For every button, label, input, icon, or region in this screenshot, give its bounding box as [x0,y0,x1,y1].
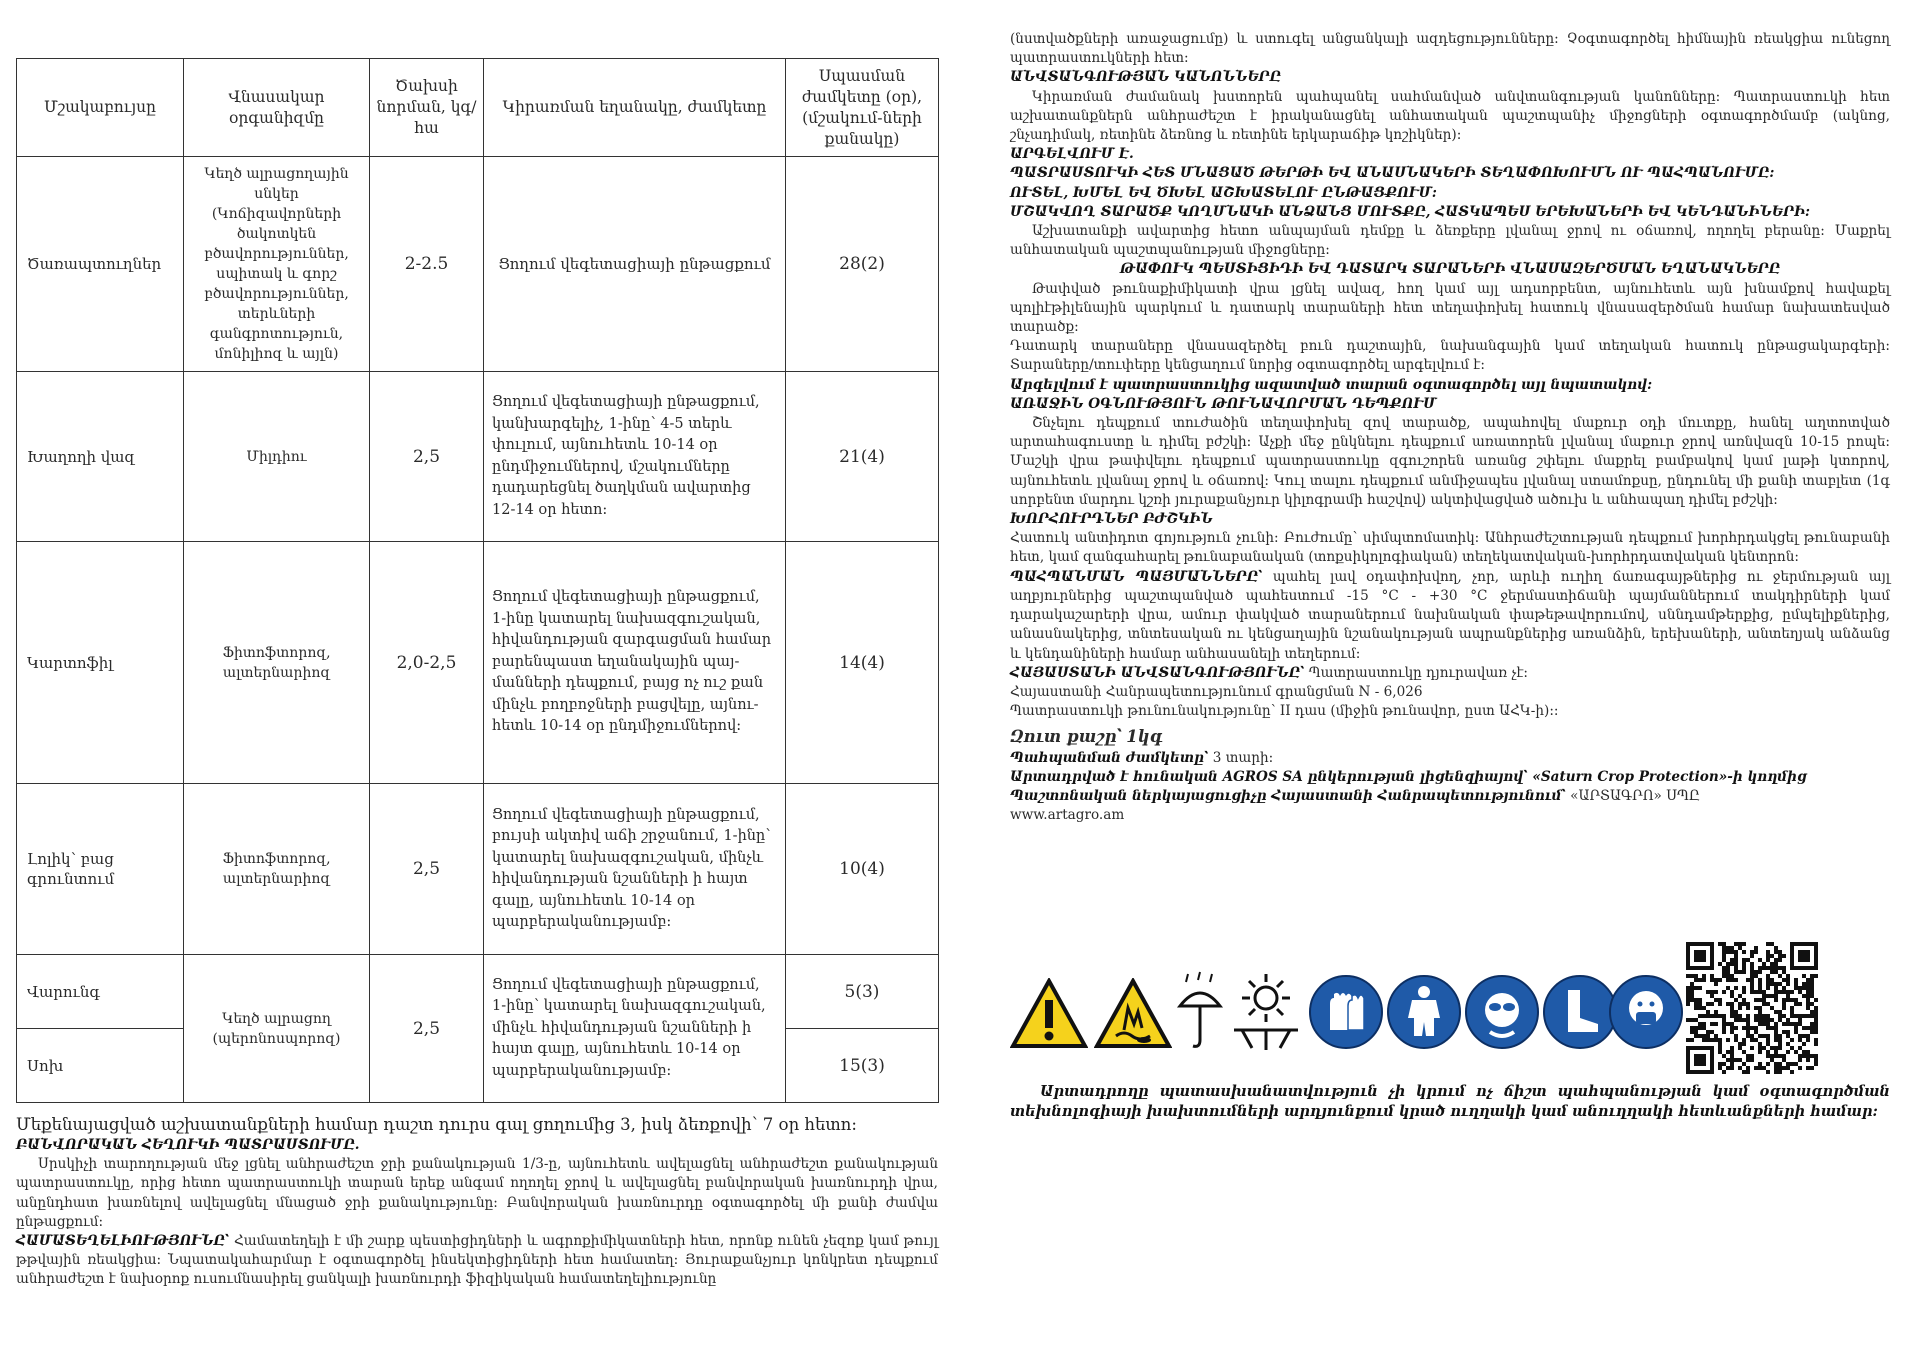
doctor-advice-text: Հատուկ անտիդոտ գոյություն չունի: Բուժումը՝ սիմպտոմատիկ: Անհրաժեշտության դեպքում խորհրդակցել թունաբանի հետ, կամ զանգահարել թունաբանական (տոքսիկոլոգիական) տեղեկատվական-խորհրդատվական կենտրոն: [1010,530,1890,566]
cell-wait: 21(4) [786,372,939,542]
cell-rate: 2,5 [370,372,484,542]
cell-wait: 28(2) [786,157,939,372]
cell-crop: Լոլիկ՝ բաց գրունտում [17,784,184,955]
cell-rate: 2,5 [370,784,484,955]
waste-heading: ԹԱՓՈՒԿ ՊԵՍՏԻՑԻԴԻ ԵՎ ԴԱՏԱՐԿ ՏԱՐԱՆԵՐԻ ՎՆԱՍԱԶԵՐԾՄԱՆ ԵՂԱՆԱԿՆԵՐԸ [1119,261,1781,278]
cell-wait: 14(4) [786,542,939,784]
representative-line [1010,787,1890,806]
website-link[interactable]: www.artagro.am [1010,807,1125,824]
cell-pest: Կեղծ ալրացող (պերոնոսպորոզ) [184,955,370,1103]
dosage-table [16,58,939,1103]
cell-pest: Ֆիտոֆտորոզ, ալտերնարիոզ [184,542,370,784]
table-header-row [17,59,939,157]
cell-wait: 10(4) [786,784,939,955]
compat-continued-text: (նստվածքների առաջացումը) և ստուգել անցանկալի ազդեցությունները: Չօգտագործել հիմնային ռեակցիա ունեցող պատրաստուկների հետ: [1010,31,1890,67]
warning-line-2: ՈՒՏԵԼ, ԽՄԵԼ ԵՎ ԾԽԵԼ ԱՇԽԱՏԵԼՈՒ ԸՆԹԱՑՔՈՒՄ: [1010,184,1437,201]
cell-usage: Ցողում վեգետացիայի ընթացքում, կանխարգելիչ, 1-ինը՝ 4-5 տերև փուլում, այնուհետև 10-14 օր ընդմիջումներով, մշակումները դադարեցնել ծաղկման ավարտից 12-14 օր հետո: [484,372,786,542]
cell-wait: 5(3) [786,955,939,1029]
header-rate: Ծախսի նորման, կգ/հա [370,59,484,157]
header-wait: Սպասման ժամկետը (օր), (մշակում-ների քանակը) [786,59,939,157]
storage-heading: ՊԱՀՊԱՆՄԱՆ ՊԱՅՄԱՆՆԵՐԸ՝ [1010,568,1263,585]
cell-usage: Ցողում վեգետացիայի ընթացքում, 1-ինը՝ կատարել նախազգուշական, մինչև հիվանդության նշանների ի հայտ գալը, այնուհետև 10-14 օր պարբերականությամբ: [484,955,786,1103]
representative-label: Պաշտոնական ներկայացուցիչը Հայաստանի Հանրապետությունում՝ [1010,787,1566,804]
cell-rate: 2-2.5 [370,157,484,372]
safety-heading: ԱՆՎՏԱՆԳՈՒԹՅԱՆ ԿԱՆՈՆՆԵՐԸ [1010,69,1281,86]
safety-text: Կիրառման ժամանակ խստորեն պահպանել սահմանված անվտանգության կանոնները: Պատրաստուկի հետ աշխատանքներն անհրաժեշտ է իրականացնել անհատական պաշտպանիչ միջոցների օգտագործմամբ (ակնոց, շնչադիմակ, ռետինե ձեռնոց և ռետինե երկարաճիթ կոշիկներ): [1010,88,1890,144]
header-usage: Կիրառման եղանակը, ժամկետը [484,59,786,157]
cell-usage: Ցողում վեգետացիայի ընթացքում, 1-ինը կատարել նախազգուշական, հիվանդության զարգացման համար բարենպաստ եղանակային պայ-մանների դեպքում, բայց ոչ ուշ քան մինչև բողբոջների բացվելը, այնու-հետև 10-14 օր ընդմիջումներով: [484,542,786,784]
aquatic-hazard-icon [1094,978,1172,1050]
env-text: Պատրաստուկը դյուրավառ չէ: [1308,664,1528,681]
cell-rate: 2,0-2,5 [370,542,484,784]
reentry-text: Մեքենայացված աշխատանքների համար դաշտ դուրս գալ ցողումից 3, իսկ ձեռքովի՝ 7 օր հետո: [16,1115,857,1134]
storage-text: պահել լավ օդափոխվող, չոր, արևի ուղիղ ճառագայթներից ու ջերմության այլ աղբյուրներից պաշտպանված պահեստում -15 °C - +30 °C ջերմաստիճանի պայմաններում տակդիրների կամ դարակաշարերի վրա, ամուր փակված տարաներում նախնական փաթեթավորումով, սննդամթերքից, ըմպելիքներից, անասնակերից, տնտեսական ու կենցաղային նշանակության ապրանքներից առանձին, երեխաների, անտեղյակ անձանց և կենդանիների համար անհասանելի տեղերում: [1010,568,1890,662]
table-row [17,784,939,955]
cell-usage: Ցողում վեգետացիայի ընթացքում [484,157,786,372]
table-row [17,542,939,784]
cell-pest: Միլդիու [184,372,370,542]
qr-code[interactable] [1686,942,1818,1074]
table-row [17,955,939,1029]
cell-usage: Ցողում վեգետացիայի ընթացքում, բույսի ակտիվ աճի շրջանում, 1-ինը՝ կատարել նախազգուշական, մինչև հիվանդության նշանների ի հայտ գալը, այնուհետև 10-14 օր պարբերականությամբ: [484,784,786,955]
cell-crop: Սոխ [17,1029,184,1103]
manufacturer-text: Արտադրված է հունական AGROS SA ընկերության լիցենզիայով՝ «Saturn Crop Protection»-ի կողմից [1010,768,1807,785]
header-pest: Վնասակար օրգանիզմը [184,59,370,157]
cell-crop: Վարունգ [17,955,184,1029]
net-weight-value: 1կգ [1126,727,1163,747]
cell-rate: 2,5 [370,955,484,1103]
waste-text-1: Թափված թունաքիմիկատի վրա լցնել ավազ, հող կամ այլ ադսորբենտ, այնուհետև այն խնամքով հավաքել պոլիէթիլենային պարկում և դատարկ տարաների հետ տեղափոխել հատուկ վնասազերծման համար նախատեսված տարածք: [1010,280,1890,336]
gloves-icon [1308,974,1384,1050]
cell-pest: Կեղծ ալրացողային սնկեր (Կոճիզավորների ծակոտկեն բծավորություններ, սպիտակ և գորշ բծավորություններ, տերևների գանգրոտություն, մոնիլիոզ և այլն) [184,157,370,372]
goggles-icon [1464,974,1540,1050]
boots-icon [1542,974,1618,1050]
cell-wait: 15(3) [786,1029,939,1103]
right-column [1010,30,1890,1160]
shelf-life-line [1010,749,1890,768]
after-work-text: Աշխատանքի ավարտից հետո անպայման դեմքը և ձեռքերը լվանալ ջրով ու օճառով, ողողել բերանը: Մաքրել անհատական պաշտպանության միջոցները: [1010,223,1890,259]
protective-suit-icon [1386,974,1462,1050]
compat-heading: ՀԱՄԱՏԵՂԵԼԻՈՒԹՅՈՒՆԸ՝ [16,1233,230,1250]
first-aid-text: Շնչելու դեպքում տուժածին տեղափոխել զով տարածք, ապահովել մաքուր օդի մուտքը, հանել աղտոտված արտահագուստը և դիմել բժշկի: Աչքի մեջ ընկնելու դեպքում առատորեն լվանալ մաքուր ջրով առնվազն 10-15 րոպե: Մաշկի վրա թափվելու դեպքում պատրաստուկը զգուշորեն առանց շփելու մաքրել բամբակով կամ լաթի կտորով, այնուհետև լվանալ ջրով և օճառով: Կուլ տալու դեպքում անմիջապես լվանալ ստամոքսը, ընդունել մի քանի տաբլետ (1գ սորբենտ մարդու կշռի յուրաքանչյուր կիլոգրամի հաշվով) ակտիվացված ածուխ և անհապաղ դիմել բժշկի: [1010,415,1890,508]
toxicity-class: Պատրաստուկի թունունակությունը՝ II դաս (միջին թունավոր, ըստ ԱՀԿ-ի):: [1010,703,1559,720]
header-crop: Մշակաբույսը [17,59,184,157]
warning-line-1: ՊԱՏՐԱՍՏՈՒԿԻ ՀԵՏ ՄՆԱՑԱԾ ԹԵՐԹԻ ԵՎ ԱՆԱՍՆԱԿԵՐԻ ՏԵՂԱՓՈԽՈՒՄՆ ՈՒ ՊԱՀՊԱՆՈՒՄԸ: [1010,165,1775,182]
left-column [16,58,938,1318]
waste-text-2: Դատարկ տարաները վնասազերծել բուն դաշտային, նախանգային կամ տեղական հատուկ ընթացակարգերի: Տարաները/տուփերը կենցաղում նորից օգտագործել արգելվում է: [1010,338,1890,374]
disclaimer-text: Արտադրողը պատասխանատվություն չի կրում ոչ ճիշտ պահպանության կամ օգտագործման տեխնոլոգիայի խախտումների արդյունքում կրած ուղղակի կամ անուղղակի հետևանքների համար: [1010,1083,1890,1120]
safety-pictograms [1010,970,1600,1054]
prep-text: Սրսկիչի տարողության մեջ լցնել անհրաժեշտ ջրի քանակության 1/3-ը, այնուհետև ավելացնել անհրաժեշտ քանակության պատրաստուկը, որից հետո պատրաստուկի տարան երեք անգամ ողողել ջրով և ավելացնել բանվորական խառնուրդի վրա, անընդհատ խառնելով ավելացնել մնացած ջրի քանակությունը: Բանվորական խառնուրդը օգտագործել մի քանի ժամվա ընթացքում: [16,1156,938,1230]
warning-icon [1010,978,1088,1050]
doctor-advice-heading: ԽՈՐՀՈՒՐԴՆԵՐ ԲԺՇԿԻՆ [1010,511,1213,528]
shelf-life-label: Պահպանման ժամկետը՝ [1010,749,1209,766]
warning-line-3: ՄՇԱԿՎՈՂ ՏԱՐԱԾՔ ԿՈՂՄՆԱԿԻ ԱՆՁԱՆՑ ՄՈՒՏՔԸ, ՀԱՏԿԱՊԵՍ ԵՐԵԽԱՆԵՐԻ ԵՎ ԿԵՆԴԱՆԻՆԵՐԻ: [1010,203,1810,220]
forbidden-heading: ԱՐԳԵԼՎՈՒՄ Է. [1010,146,1134,163]
net-weight-line [1010,727,1890,748]
respirator-icon [1608,974,1684,1050]
cell-crop: Կարտոֆիլ [17,542,184,784]
keep-dry-icon [1176,970,1224,1052]
keep-away-from-sun-icon [1228,970,1304,1052]
representative-value: «ԱՐՏԱԳՐՈ» ՍՊԸ [1570,787,1700,804]
registration-number: Հայաստանի Հանրապետությունում գրանցման N - 6,026 [1010,683,1423,700]
env-heading: ՀԱՅԱՍՏԱՆԻ ԱՆՎՏԱՆԳՈՒԹՅՈՒՆԸ՝ [1010,664,1305,681]
reuse-ban-text: Արգելվում է պատրաստուկից ազատված տարան օգտագործել այլ նպատակով: [1010,376,1653,393]
compat-text: Համատեղելի է մի շարք պեստիցիդների և ագրոքիմիկատների հետ, որոնք ունեն չեզոք կամ թույլ թթվային ռեակցիա: Նպատակահարմար է օգտագործել ինսեկտիցիդների հետ համատեղ: Յուրաքանչյուր կոնկրետ դեպքում անհրաժեշտ է նախօրոք ուսումնասիրել ցանկալի խառնուրդի ֆիզիկական համատեղելիությունը [16,1233,938,1288]
cell-crop: Ծառապտուղներ [17,157,184,372]
env-paragraph [1010,664,1890,683]
net-weight-label: Զուտ քաշը՝ [1010,727,1122,747]
cell-crop: Խաղողի վազ [17,372,184,542]
compat-paragraph [16,1232,938,1290]
storage-paragraph [1010,568,1890,664]
table-row [17,157,939,372]
first-aid-heading: ԱՌԱՋԻՆ ՕԳՆՈՒԹՅՈՒՆ ԹՈՒՆԱՎՈՐՄԱՆ ԴԵՊՔՈՒՄ [1010,395,1437,412]
cell-pest: Ֆիտոֆտորոզ, ալտերնարիոզ [184,784,370,955]
shelf-life-value: 3 տարի: [1212,749,1274,766]
table-row [17,372,939,542]
prep-heading: ԲԱՆՎՈՐԱԿԱՆ ՀԵՂՈՒԿԻ ՊԱՏՐԱՍՏՈՒՄԸ. [16,1137,360,1153]
